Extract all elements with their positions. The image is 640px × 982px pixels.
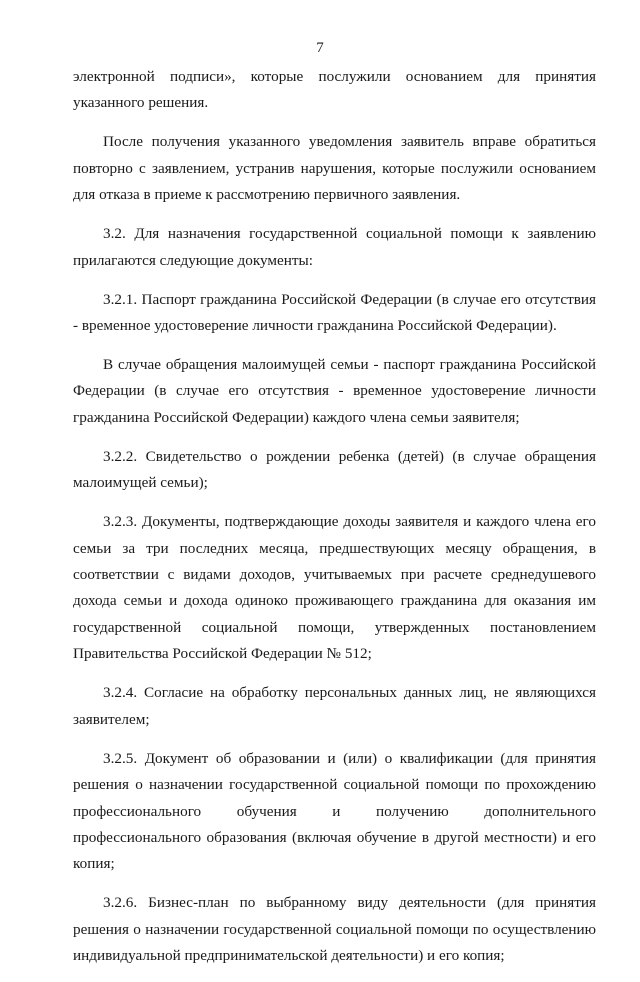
paragraph-resubmission: После получения указанного уведомления заявитель вправе обратиться повторно с заявлением, устранив нарушения, которые послужили основанием для отказа в приеме к рассмотрению первичного заявления. (73, 133, 596, 204)
paragraph-3-2-1: 3.2.1. Паспорт гражданина Российской Федерации (в случае его отсутствия - временное удостоверение личности гражданина Российской Федерации). (73, 290, 596, 335)
page-number: 7 (316, 40, 324, 56)
paragraph-3-2-4: 3.2.4. Согласие на обработку персональных данных лиц, не являющихся заявителем; (73, 684, 596, 728)
paragraph-3-2-5: 3.2.5. Документ об образовании и (или) о квалификации (для принятия решения о назначении государственной социальной помощи по прохождению профессионального обучения и получению дополнительного профессионального образования (включая обучение в другой местности) и его копия; (73, 749, 596, 873)
paragraph-3-2-2: 3.2.2. Свидетельство о рождении ребенка (детей) (в случае обращения малоимущей семьи); (73, 447, 596, 492)
paragraph-continuation: электронной подписи», которые послужили основанием для принятия указанного решения. (73, 68, 596, 112)
paragraph-3-2: 3.2. Для назначения государственной социальной помощи к заявлению прилагаются следующие документы: (73, 225, 596, 269)
paragraph-3-2-6: 3.2.6. Бизнес-план по выбранному виду деятельности (для принятия решения о назначении государственной социальной помощи по осуществлению индивидуальной предпринимательской деятельности) и его копия; (73, 894, 596, 965)
paragraph-3-2-3: 3.2.3. Документы, подтверждающие доходы заявителя и каждого члена его семьи за три последних месяца, предшествующих месяцу обращения, в соответствии с видами доходов, учитываемых при расчете среднедушевого дохода семьи и дохода одиноко проживающего гражданина для оказания им государственной социальной помощи, утвержденных постановлением Правительства Российской Федерации № 512; (73, 513, 596, 663)
paragraph-low-income-family: В случае обращения малоимущей семьи - паспорт гражданина Российской Федерации (в случае его отсутствия - временное удостоверение личности гражданина Российской Федерации) каждого члена семьи заявителя; (73, 356, 596, 426)
document-body (73, 64, 596, 982)
